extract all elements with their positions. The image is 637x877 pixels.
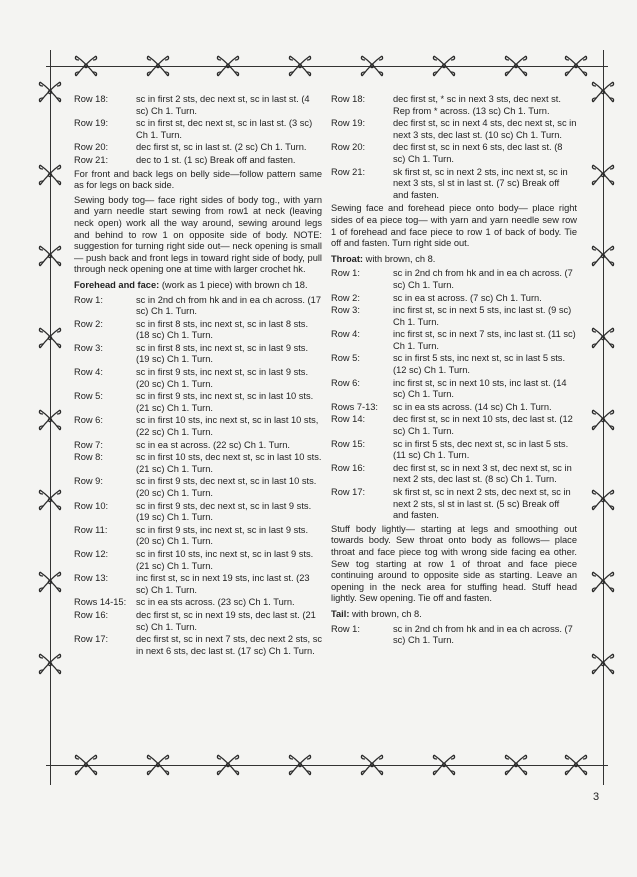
section-heading-forehead xyxy=(74,280,322,292)
row-list xyxy=(74,94,322,167)
row-instruction: dec first st, sc in next 19 sts, dec last st. (21 sc) Ch 1. Turn. xyxy=(136,609,316,632)
pattern-row xyxy=(74,118,322,141)
cross-stitch-x-icon xyxy=(213,750,243,780)
row-label: Row 21: xyxy=(331,166,366,177)
heading-bold: Throat: xyxy=(331,253,364,264)
pattern-row xyxy=(331,118,577,141)
cross-stitch-x-icon xyxy=(35,323,65,353)
row-instruction: dec first st, sc in next 7 sts, dec next 2 sts, sc in next 6 sts, dec last st. (17 sc) Ch 1. Turn. xyxy=(136,634,323,656)
row-label: Row 11: xyxy=(74,524,108,535)
row-instruction: sc in ea st across. (7 sc) Ch 1. Turn. xyxy=(393,292,542,303)
row-instruction: sc in ea sts across. (23 sc) Ch 1. Turn. xyxy=(136,597,295,608)
row-instruction: sc in first 5 sts, dec next st, sc in last 5 sts. (11 sc) Ch 1. Turn. xyxy=(393,438,569,461)
pattern-row xyxy=(331,305,577,328)
pattern-row xyxy=(331,463,577,486)
pattern-row xyxy=(331,94,577,117)
row-instruction: sc in 2nd ch from hk and in ea ch across. (7 sc) Ch 1. Turn. xyxy=(393,623,573,646)
row-label: Row 10: xyxy=(74,500,109,511)
cross-stitch-x-icon xyxy=(35,405,65,435)
cross-stitch-x-icon xyxy=(357,51,387,81)
row-label: Row 1: xyxy=(331,268,360,279)
cross-stitch-x-icon xyxy=(429,51,459,81)
pattern-row xyxy=(331,624,577,647)
row-label: Row 19: xyxy=(74,118,109,129)
page-number: 3 xyxy=(593,791,600,803)
pattern-row xyxy=(74,573,322,596)
row-label: Row 18: xyxy=(74,94,109,104)
row-instruction: sc in 2nd ch from hk and in ea ch across. (7 sc) Ch 1. Turn. xyxy=(393,268,573,290)
cross-stitch-x-icon xyxy=(35,567,65,597)
heading-rest: with brown, ch 8. xyxy=(363,253,436,264)
pattern-row xyxy=(331,402,577,414)
row-instruction: inc first st, sc in next 10 sts, inc last st. (14 sc) Ch 1. Turn. xyxy=(393,377,567,400)
row-instruction: inc first st, sc in next 19 sts, inc last st. (23 sc) Ch 1. Turn. xyxy=(136,573,310,595)
section-heading-tail xyxy=(331,609,577,621)
pattern-row xyxy=(74,610,322,633)
pattern-row xyxy=(74,525,322,548)
row-instruction: sc in first 9 sts, inc next st, sc in last 9 sts. (20 sc) Ch 1. Turn. xyxy=(136,524,309,547)
cross-stitch-x-icon xyxy=(501,51,531,81)
row-label: Row 8: xyxy=(74,452,103,463)
pattern-row xyxy=(74,549,322,572)
row-instruction: sc in 2nd ch from hk and in ea ch across. (17 sc) Ch 1. Turn. xyxy=(136,294,321,317)
pattern-row xyxy=(74,94,322,117)
heading-rest: with brown, ch 8. xyxy=(349,608,422,619)
cross-stitch-x-icon xyxy=(35,77,65,107)
row-label: Row 6: xyxy=(74,415,103,426)
left-column xyxy=(74,94,322,658)
pattern-row xyxy=(74,319,322,342)
row-label: Row 9: xyxy=(74,476,103,487)
row-instruction: dec first st, sc in last st. (2 sc) Ch 1. Turn. xyxy=(136,142,307,153)
cross-stitch-x-icon xyxy=(501,750,531,780)
row-instruction: inc first st, sc in next 5 sts, inc last st. (9 sc) Ch 1. Turn. xyxy=(393,305,572,327)
cross-stitch-x-icon xyxy=(285,51,315,81)
pattern-row xyxy=(331,414,577,437)
cross-stitch-x-icon xyxy=(143,51,173,81)
row-instruction: sk first st, sc in next 2 sts, inc next st, sc in next 3 sts, sl st in last st. (7 sc) Break off and fasten. xyxy=(393,166,568,200)
row-label: Row 16: xyxy=(74,609,109,620)
cross-stitch-x-icon xyxy=(285,750,315,780)
cross-stitch-x-icon xyxy=(588,567,618,597)
pattern-row xyxy=(331,142,577,165)
pattern-row xyxy=(74,501,322,524)
heading-bold: Tail: xyxy=(331,608,350,619)
row-label: Rows 14-15: xyxy=(74,597,127,608)
legs-note: For front and back legs on belly side—follow pattern same as for legs on back side. xyxy=(74,168,322,191)
cross-stitch-x-icon xyxy=(588,649,618,679)
row-label: Row 17: xyxy=(331,487,366,497)
pattern-row xyxy=(331,439,577,462)
cross-stitch-x-icon xyxy=(143,750,173,780)
row-label: Row 2: xyxy=(74,318,103,329)
row-instruction: sc in first st, dec next st, sc in last st. (3 sc) Ch 1. Turn. xyxy=(136,118,313,140)
row-instruction: sc in first 2 sts, dec next st, sc in last st. (4 sc) Ch 1. Turn. xyxy=(136,94,310,116)
row-instruction: sc in ea sts across. (14 sc) Ch 1. Turn. xyxy=(393,401,552,412)
row-label: Row 14: xyxy=(331,414,366,425)
row-label: Row 16: xyxy=(331,462,366,473)
row-instruction: sc in first 8 sts, inc next st, sc in last 9 sts. (19 sc) Ch 1. Turn. xyxy=(136,342,309,365)
row-instruction: sc in first 9 sts, inc next st, sc in last 9 sts. (20 sc) Ch 1. Turn. xyxy=(136,367,309,389)
right-column xyxy=(331,94,577,648)
cross-stitch-x-icon xyxy=(35,160,65,190)
row-label: Rows 7-13: xyxy=(331,401,379,412)
cross-stitch-x-icon xyxy=(71,51,101,81)
pattern-row xyxy=(74,155,322,167)
row-instruction: sc in ea st across. (22 sc) Ch 1. Turn. xyxy=(136,439,290,450)
pattern-row xyxy=(331,487,577,522)
row-instruction: sc in first 9 sts, dec next st, sc in last 9 sts. (19 sc) Ch 1. Turn. xyxy=(136,500,312,523)
row-label: Row 3: xyxy=(74,342,103,353)
row-label: Row 20: xyxy=(74,142,109,153)
row-instruction: sc in first 5 sts, inc next st, sc in last 5 sts. (12 sc) Ch 1. Turn. xyxy=(393,353,566,376)
pattern-row xyxy=(74,295,322,318)
pattern-row xyxy=(74,452,322,475)
pattern-row xyxy=(74,415,322,438)
cross-stitch-x-icon xyxy=(561,51,591,81)
row-list xyxy=(331,94,577,201)
row-instruction: sc in first 10 sts, dec next st, sc in last 10 sts. (21 sc) Ch 1. Turn. xyxy=(136,452,322,474)
cross-stitch-x-icon xyxy=(588,485,618,515)
row-label: Row 17: xyxy=(74,634,109,645)
row-list xyxy=(331,268,577,521)
cross-stitch-x-icon xyxy=(35,649,65,679)
row-instruction: dec first st, sc in next 4 sts, dec next st, sc in next 3 sts, dec last st. (10 sc) Ch 1. Turn. xyxy=(393,118,577,140)
row-instruction: dec to 1 st. (1 sc) Break off and fasten. xyxy=(136,154,296,165)
sewing-face-note: Sewing face and forehead piece onto body— place right sides of ea piece tog— with yarn and yarn needle sew row 1 of forehead and face piece to row 1 of back of body. Tie off and fasten. Turn right side out. xyxy=(331,203,577,249)
row-label: Row 1: xyxy=(74,294,103,305)
heading-bold: Forehead and face: xyxy=(74,279,160,290)
pattern-row xyxy=(331,167,577,202)
heading-rest: (work as 1 piece) with brown ch 18. xyxy=(159,279,308,290)
pattern-row xyxy=(74,142,322,154)
cross-stitch-x-icon xyxy=(429,750,459,780)
row-label: Row 4: xyxy=(74,367,103,378)
cross-stitch-x-icon xyxy=(561,750,591,780)
pattern-row xyxy=(74,343,322,366)
cross-stitch-x-icon xyxy=(213,51,243,81)
row-label: Row 1: xyxy=(331,623,360,634)
row-instruction: sc in first 10 sts, inc next st, sc in last 10 sts, (22 sc) Ch 1. Turn. xyxy=(136,415,319,438)
section-heading-throat xyxy=(331,254,577,266)
cross-stitch-x-icon xyxy=(35,485,65,515)
cross-stitch-x-icon xyxy=(588,323,618,353)
row-instruction: dec first st, sc in next 10 sts, dec last st. (12 sc) Ch 1. Turn. xyxy=(393,414,573,437)
pattern-row xyxy=(331,329,577,352)
row-label: Row 2: xyxy=(331,292,360,303)
stuffing-note: Stuff body lightly— starting at legs and smoothing out towards body. Sew throat onto body as follows— place throat and face piece tog with wrong side facing ea other. Sew tog starting at row 1 of throat and face piece continuing around to opposite side as starting. Leave an opening in the neck area for stuffing head. Stuff head lightly. Sew opening. Tie off and fasten. xyxy=(331,523,577,604)
pattern-row xyxy=(74,634,322,657)
pattern-row xyxy=(74,367,322,390)
row-label: Row 3: xyxy=(331,305,360,316)
row-list xyxy=(74,295,322,658)
row-instruction: dec first st, sc in next 3 st, dec next st, sc in next 2 sts, dec last st. (8 sc) Ch 1. Turn. xyxy=(393,462,572,485)
pattern-row xyxy=(331,293,577,305)
cross-stitch-x-icon xyxy=(357,750,387,780)
row-instruction: dec first st, * sc in next 3 sts, dec next st. Rep from * across. (13 sc) Ch 1. Turn. xyxy=(393,94,561,116)
cross-stitch-x-icon xyxy=(588,160,618,190)
pattern-row xyxy=(74,440,322,452)
row-instruction: sc in first 9 sts, dec next st, sc in last 10 sts. (20 sc) Ch 1. Turn. xyxy=(136,476,317,498)
row-instruction: sc in first 8 sts, inc next st, sc in last 8 sts. (18 sc) Ch 1. Turn. xyxy=(136,318,309,341)
cross-stitch-x-icon xyxy=(588,77,618,107)
row-label: Row 5: xyxy=(74,391,103,402)
row-instruction: sc in first 10 sts, inc next st, sc in last 9 sts. (21 sc) Ch 1. Turn. xyxy=(136,548,314,571)
row-list xyxy=(331,624,577,647)
row-instruction: inc first st, sc in next 7 sts, inc last st. (11 sc) Ch 1. Turn. xyxy=(393,329,576,351)
row-label: Row 4: xyxy=(331,329,360,340)
pattern-row xyxy=(74,597,322,609)
row-label: Row 21: xyxy=(74,154,109,165)
row-label: Row 6: xyxy=(331,377,360,388)
row-instruction: sc in first 9 sts, inc next st, sc in last 10 sts. (21 sc) Ch 1. Turn. xyxy=(136,391,314,413)
row-instruction: sk first st, sc in next 2 sts, dec next st, sc in next 2 sts, sl st in last st. (5 sc) Break off and fasten. xyxy=(393,487,571,521)
row-label: Row 7: xyxy=(74,439,103,450)
pattern-row xyxy=(74,476,322,499)
pattern-row xyxy=(331,268,577,291)
row-label: Row 13: xyxy=(74,573,109,584)
cross-stitch-x-icon xyxy=(71,750,101,780)
cross-stitch-x-icon xyxy=(588,241,618,271)
row-label: Row 15: xyxy=(331,438,366,449)
cross-stitch-x-icon xyxy=(588,405,618,435)
cross-stitch-x-icon xyxy=(35,241,65,271)
row-label: Row 5: xyxy=(331,353,360,364)
pattern-row xyxy=(331,378,577,401)
sewing-body-note: Sewing body tog— face right sides of body tog., with yarn and yarn needle start sewing from row1 at neck (leaving neck open) work all the way around, sewing around legs and behind to row 1 on opposite side of body. NOTE: suggestion for turning right side out— neck opening is small— push back and front legs in toward right side of body, pull through neck opening one at time with larger crochet hk. xyxy=(74,194,322,275)
row-label: Row 19: xyxy=(331,118,366,129)
pattern-row xyxy=(74,391,322,414)
pattern-row xyxy=(331,353,577,376)
row-label: Row 20: xyxy=(331,142,366,153)
row-label: Row 18: xyxy=(331,94,366,104)
row-instruction: dec first st, sc in next 6 sts, dec last st. (8 sc) Ch 1. Turn. xyxy=(393,142,563,164)
row-label: Row 12: xyxy=(74,548,109,559)
